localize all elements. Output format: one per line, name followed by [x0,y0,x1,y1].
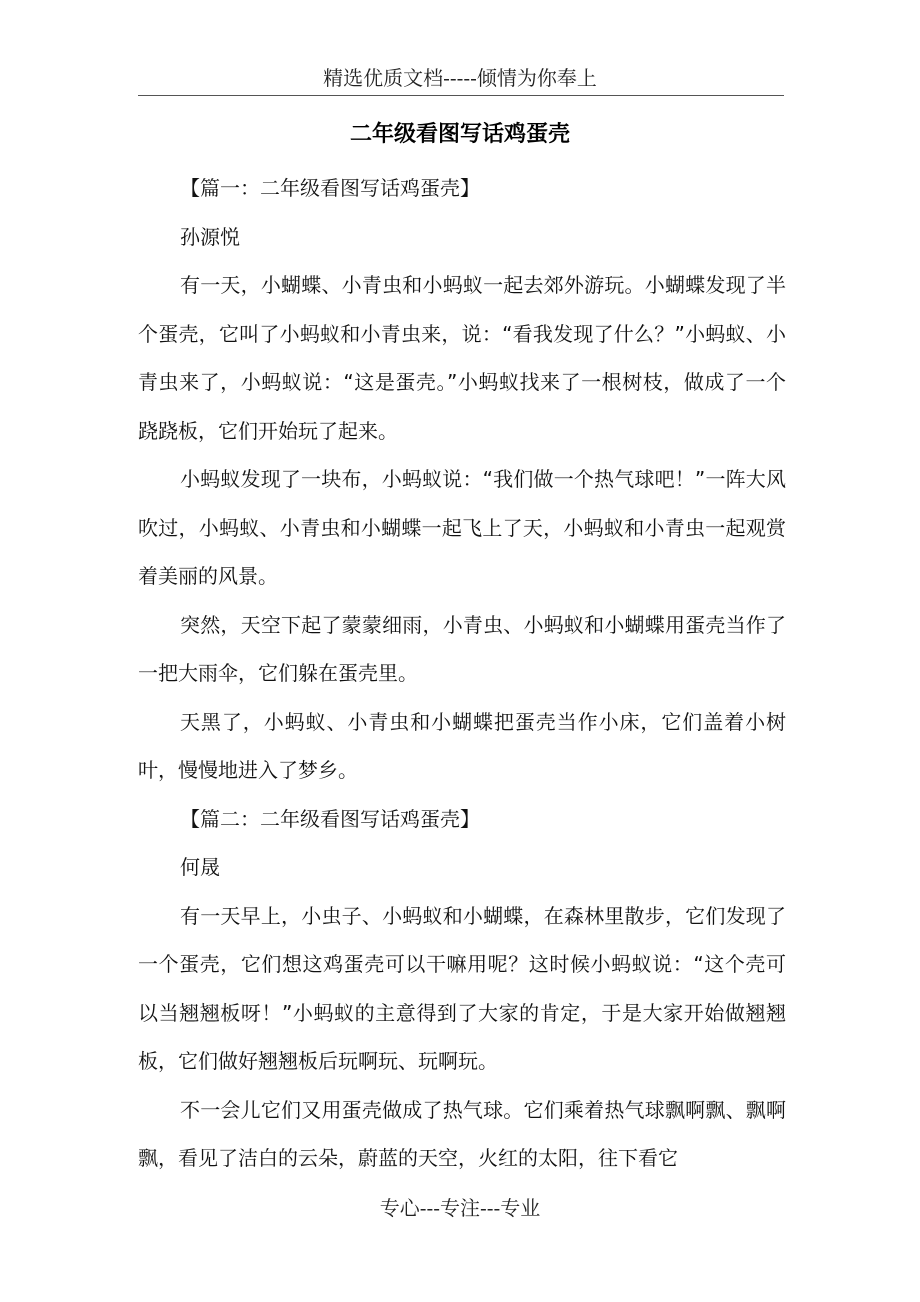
page-header: 精选优质文档-----倾情为你奉上 [323,66,597,90]
document-title: 二年级看图写话鸡蛋壳 [349,122,570,147]
paragraph: 不一会儿它们又用蛋壳做成了热气球。它们乘着热气球飘啊飘、飘啊飘，看见了洁白的云朵，蔚蓝的天空，火红的太阳，往下看它 [138,1097,786,1170]
paragraph: 有一天早上，小虫子、小蚂蚁和小蝴蝶，在森林里散步，它们发现了一个蛋壳，它们想这鸡蛋壳可以干嘛用呢？这时候小蚂蚁说：“这个壳可以当翘翘板呀！”小蚂蚁的主意得到了大家的肯定，于是大家开始做翘翘板，它们做好翘翘板后玩啊玩、玩啊玩。 [138,903,786,1073]
document-body [138,164,786,1183]
header-divider [138,95,784,96]
paragraph: 有一天，小蝴蝶、小青虫和小蚂蚁一起去郊外游玩。小蝴蝶发现了半个蛋壳，它叫了小蚂蚁和小青虫来，说：“看我发现了什么？”小蚂蚁、小青虫来了，小蚂蚁说：“这是蛋壳。”小蚂蚁找来了一根树枝，做成了一个跷跷板，它们开始玩了起来。 [138,273,786,443]
section-heading-2: 【篇二：二年级看图写话鸡蛋壳】 [180,806,480,831]
paragraph: 天黑了，小蚂蚁、小青虫和小蝴蝶把蛋壳当作小床，它们盖着小树叶，慢慢地进入了梦乡。 [138,709,786,782]
paragraph: 突然，天空下起了蒙蒙细雨，小青虫、小蚂蚁和小蝴蝶用蛋壳当作了一把大雨伞，它们躲在蛋壳里。 [138,612,786,685]
author-name-2: 何晟 [180,855,220,879]
page-footer: 专心---专注---专业 [379,1196,541,1220]
section-heading-1: 【篇一：二年级看图写话鸡蛋壳】 [180,176,480,200]
paragraph: 小蚂蚁发现了一块布，小蚂蚁说：“我们做一个热气球吧！”一阵大风吹过，小蚂蚁、小青虫和小蝴蝶一起飞上了天，小蚂蚁和小青虫一起观赏着美丽的风景。 [138,467,786,588]
author-name-1: 孙源悦 [180,224,240,249]
